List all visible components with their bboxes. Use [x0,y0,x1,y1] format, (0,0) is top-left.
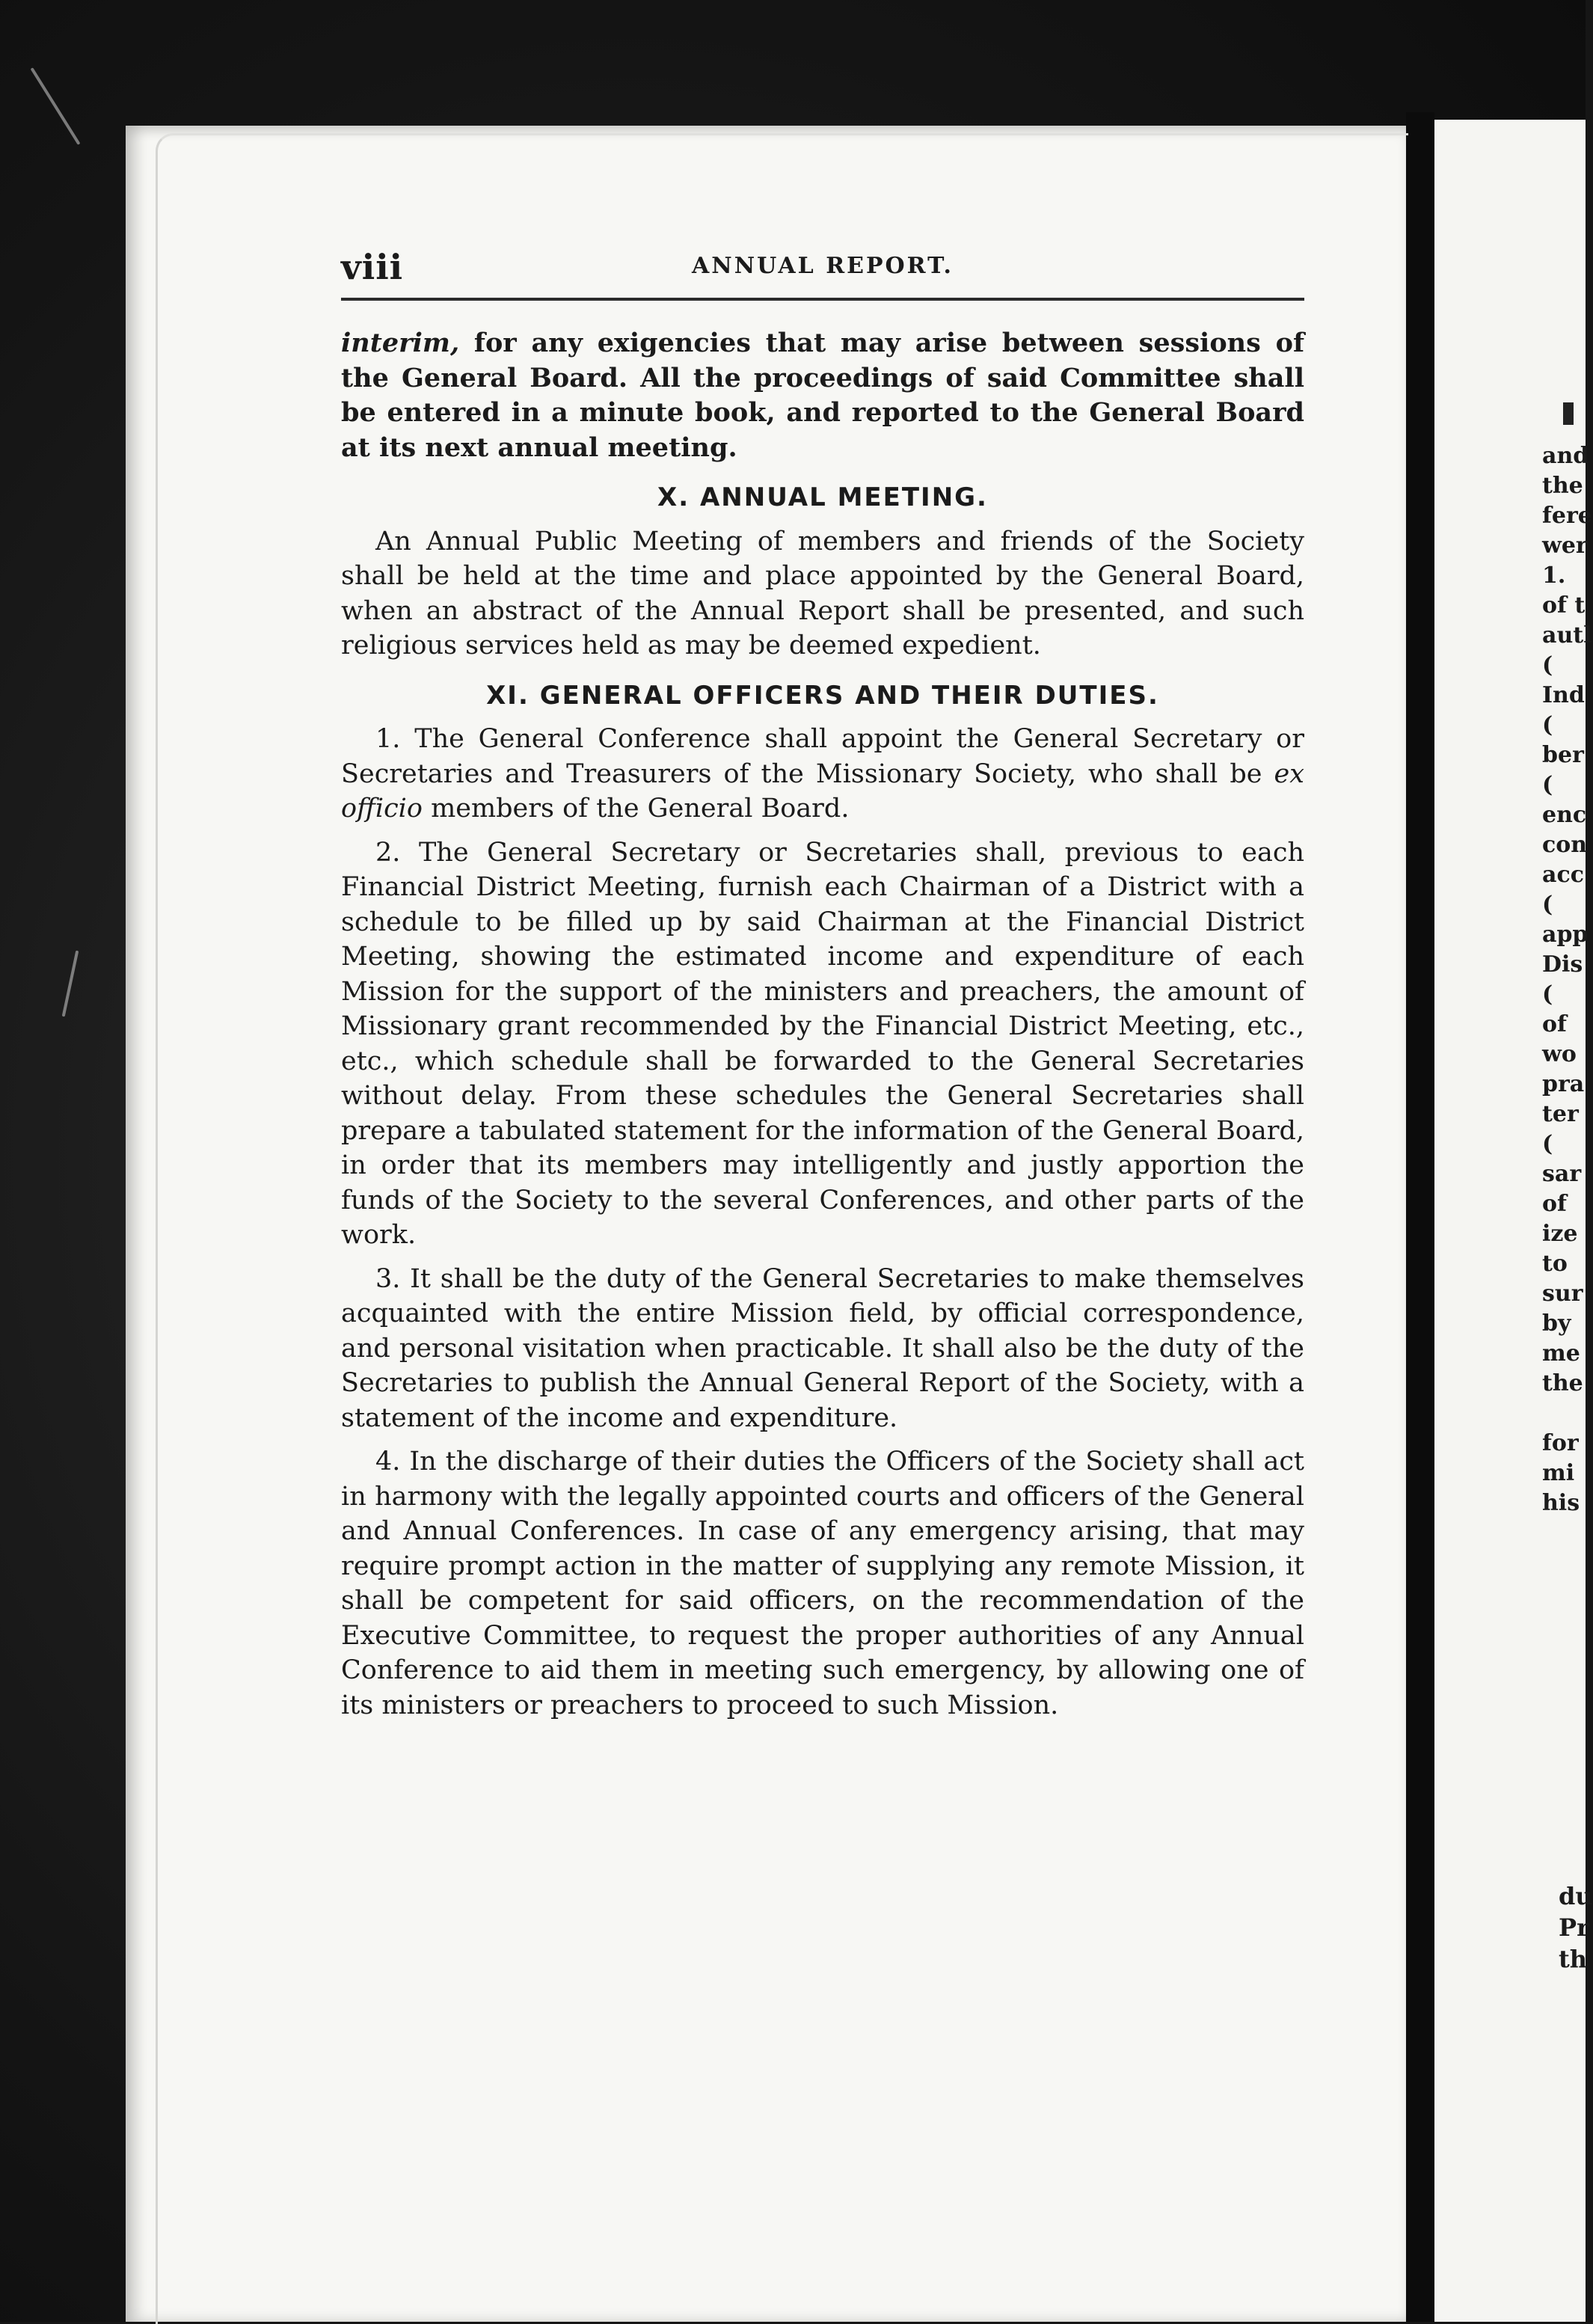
section-xi-item-4: 4. In the discharge of their duties the Officers of the Society shall act in harmony with the legally appointed courts and officers of the General and Annual Conferences. In case of any emergency arising, that may require prompt action in the matter of supplying any remote Mission, it shall be competent for said officers, on the recommendation of the Executive Committee, to request the proper authorities of any Annual Conference to aid them in meeting such emergency, by allowing one of its ministers or preachers to proceed to such Mission. [341,1447,1304,1720]
intro-lead-word: interim, [341,328,460,358]
facing-page-text [1542,441,1592,1518]
section-x-heading: X. ANNUAL MEETING. [657,482,988,512]
facing-page-fragment: his [1542,1490,1580,1516]
facing-page-fragment: pra [1542,1071,1585,1097]
intro-text: for any exigencies that may arise between sessions of the General Board. All the proceedings of said Committee shall be entered in a minute book, and reported to the General Board at its next annual meeting. [341,328,1304,463]
facing-page-fragment: Pr [1559,1913,1589,1942]
running-head [341,247,1304,292]
facing-page-fragment: for [1542,1430,1579,1456]
facing-page-fragment: and [1542,443,1589,469]
facing-page-fragment: by [1542,1310,1571,1337]
facing-page-fragment: of [1542,1011,1567,1037]
facing-page-fragment: acc [1542,862,1584,888]
facing-page-fragment: fere [1542,503,1592,529]
facing-page-fragment: of [1542,1191,1567,1217]
section-xi-item-1 [341,722,1304,827]
facing-page-fragment: con [1542,832,1588,858]
section-xi-item-2: 2. The General Secretary or Secretaries shall, previous to each Financial District Meeting, furnish each Chairman of a District with a schedule to be filled up by said Chairman at the Financial District Meeting, showing the estimated income and expenditure of each Mission for the support of the ministers and preachers, the amount of Missionary grant recommended by the Financial District Meeting, etc., etc., which schedule shall be forwarded to the General Secretaries without delay. From these schedules the General Secretaries shall prepare a tabulated statement for the information of the General Board, in order that its members may intelligently and justly apportion the funds of the Society to the several Conferences, and other parts of the work. [341,837,1304,1250]
facing-page-fragment: ( [1542,892,1553,918]
page-number: viii [341,247,404,287]
intro-paragraph [341,326,1304,465]
facing-page-fragment: du [1559,1882,1593,1910]
section-xi-item-3: 3. It shall be the duty of the General Secretaries to make themselves acquainted with the entire Mission field, by official correspondence, and personal visitation when practicable. It shall also be the duty of the Secretaries to publish the Annual General Report of the Society, with a statement of the income and expenditure. [341,1263,1304,1433]
section-xi-heading: XI. GENERAL OFFICERS AND THEIR DUTIES. [486,680,1159,711]
running-title: ANNUAL REPORT. [692,253,954,279]
facing-page-fragment: sur [1542,1281,1583,1307]
item-1-italic: ex officio [341,758,1304,824]
book-gutter [1406,112,1434,2322]
facing-page-fragment: the [1542,1370,1583,1396]
facing-page-fragment: wo [1542,1041,1577,1067]
header-rule [341,298,1304,301]
facing-page-fragment: Dis [1542,951,1583,978]
facing-page-fragment: app [1542,922,1589,948]
facing-page-fragment: ( [1542,981,1553,1008]
facing-page-fragment: to [1542,1251,1568,1277]
facing-page-mark [1563,402,1574,425]
facing-page-fragment [1542,1399,1586,1429]
facing-page-bottom-text [1559,1880,1593,1975]
page-body [341,326,1304,1723]
facing-page-fragment: mi [1542,1460,1575,1486]
facing-page-fragment: ( [1542,712,1553,738]
facing-page-fragment: the [1542,473,1583,499]
facing-page-fragment: ( [1542,1131,1553,1157]
facing-page-fragment: ( [1542,772,1553,798]
facing-page-fragment: me [1542,1340,1580,1367]
facing-page-fragment: th [1559,1945,1588,1973]
facing-page-fragment: ber [1542,742,1584,768]
facing-page-fragment: sar [1542,1161,1582,1187]
item-1-text-a: 1. The General Conference shall appoint the General Secretary or Secretaries and Treasurers of the Missionary Society, who shall be [341,724,1304,789]
facing-page-fragment: ize [1542,1221,1578,1247]
item-1-text-b: members of the General Board. [422,794,850,824]
facing-page-fragment: ter [1542,1101,1579,1127]
facing-page-fragment: Ind [1542,682,1585,708]
facing-page-fragment: 1. [1542,562,1566,589]
facing-page-fragment: ( [1542,652,1553,678]
facing-page-fragment: autl [1542,622,1592,649]
section-x-paragraph: An Annual Public Meeting of members and friends of the Society shall be held at the time and place appointed by the General Board, when an abstract of the Annual Report shall be presented, and such religious services held as may be deemed expedient. [341,526,1304,660]
facing-page-fragment: wer [1542,533,1588,559]
facing-page-fragment: of t [1542,592,1586,619]
facing-page-fragment: enc [1542,802,1587,828]
